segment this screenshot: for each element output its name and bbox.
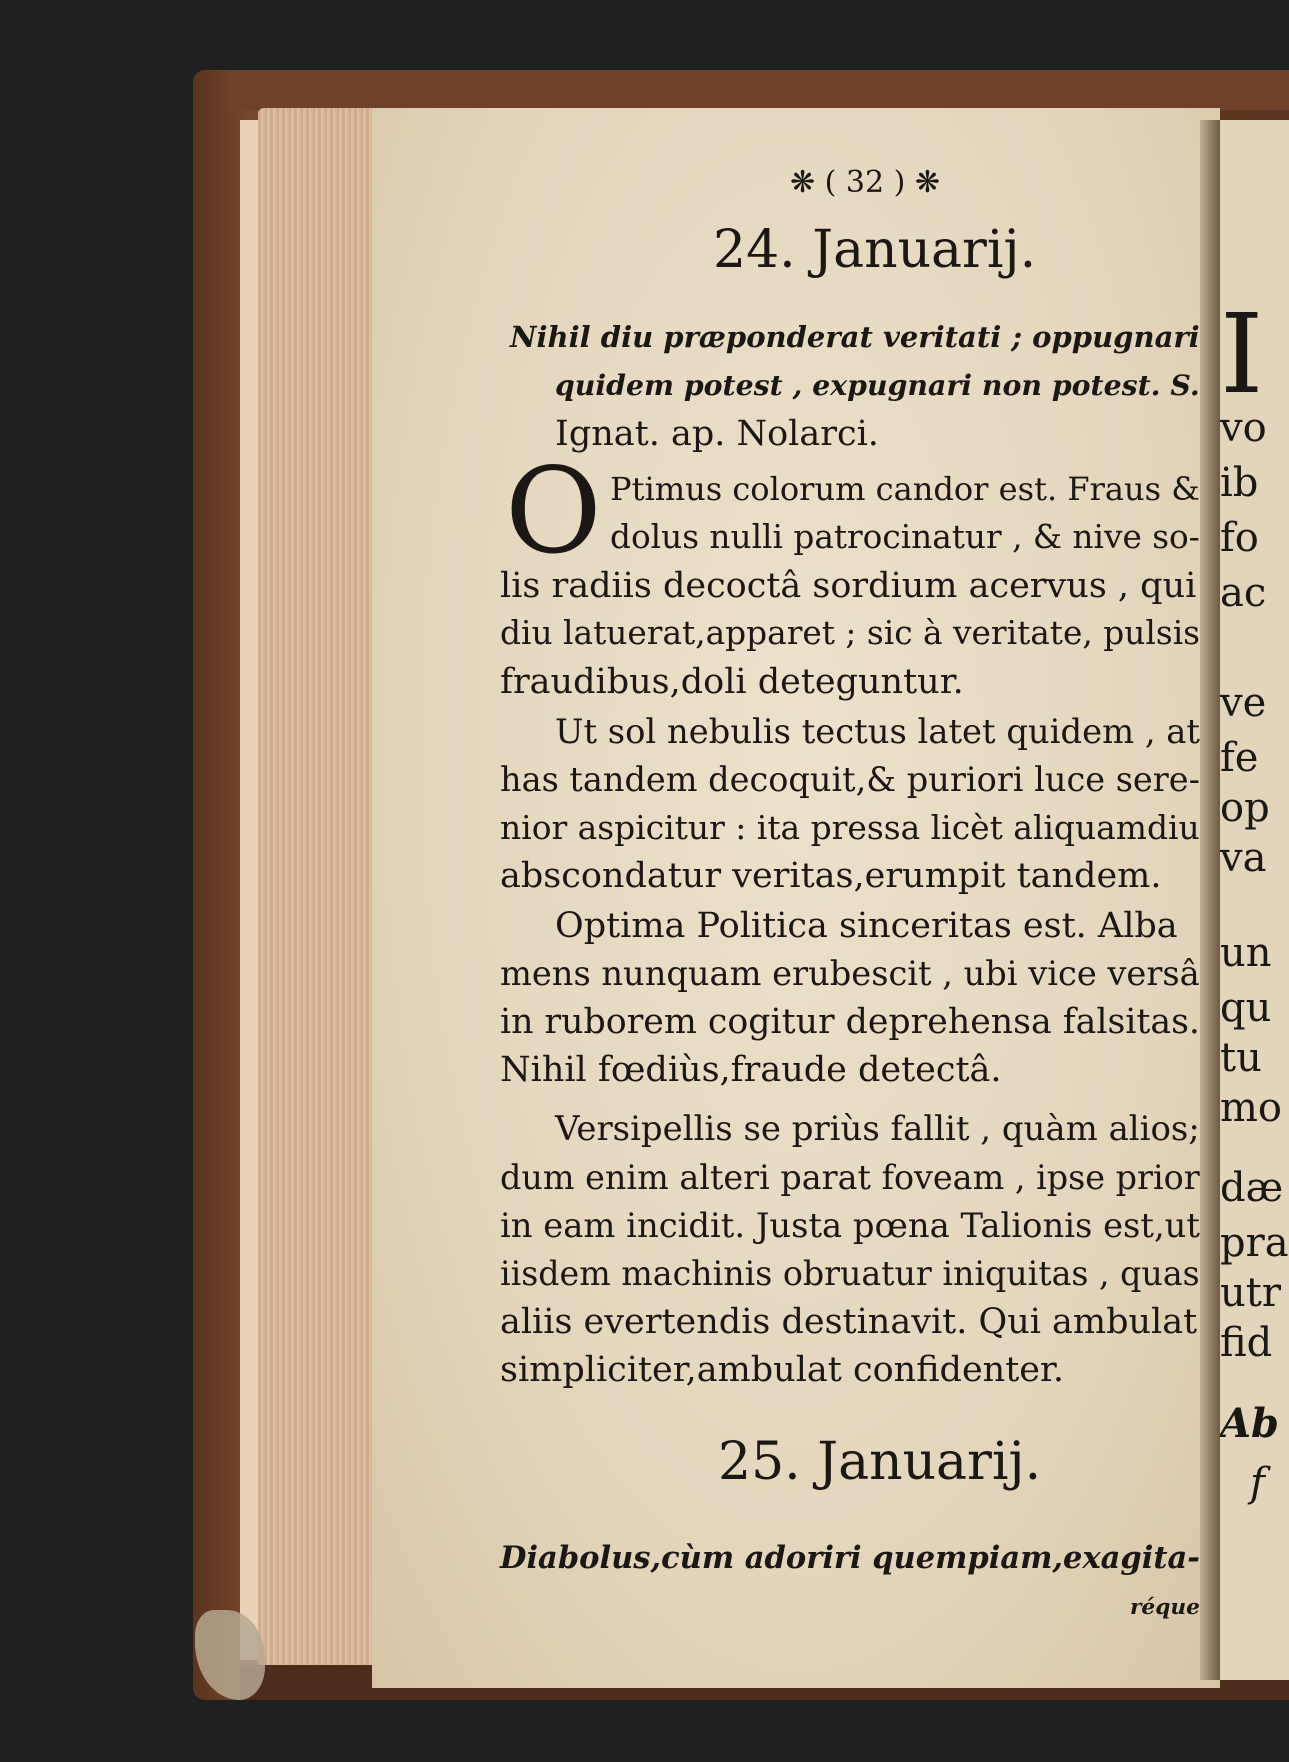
paragraph-line: fraudibus,doli deteguntur.: [500, 662, 964, 702]
quote-line: Diabolus,cùm adoriri quempiam,exagita-: [500, 1540, 1200, 1576]
next-page-fragment: tu: [1220, 1035, 1262, 1081]
book-top-edge: [230, 70, 1289, 110]
paragraph-line: Ptimus colorum candor est. Fraus &: [610, 470, 1200, 508]
next-page-fragment: op: [1220, 785, 1270, 831]
paragraph-line: nior aspicitur : ita pressa licèt aliquamdiu: [500, 808, 1200, 847]
drop-cap: O: [505, 442, 602, 580]
paragraph-line: lis radiis decoctâ sordium acervus , qui: [500, 566, 1197, 606]
paragraph-line: abscondatur veritas,erumpit tandem.: [500, 856, 1162, 896]
paragraph-line: aliis evertendis destinavit. Qui ambulat: [500, 1302, 1198, 1342]
paragraph-line: Optima Politica sinceritas est. Alba: [555, 906, 1178, 946]
next-page-fragment: utr: [1220, 1270, 1281, 1316]
next-page-fragment: mo: [1220, 1085, 1283, 1131]
next-page-fragment: ib: [1220, 460, 1259, 506]
paragraph-line: simpliciter,ambulat confidenter.: [500, 1350, 1064, 1390]
next-page-fragment: vo: [1220, 405, 1267, 451]
next-page-fragment: fid: [1220, 1320, 1273, 1366]
paragraph-line: Nihil fœdiùs,fraude detectâ.: [500, 1050, 1002, 1090]
next-page-fragment: dæ: [1220, 1165, 1284, 1211]
next-page-fragment: I: [1220, 290, 1264, 418]
next-page-fragment: fe: [1220, 735, 1259, 781]
quote-line: quidem potest , expugnari non potest. S.: [555, 368, 1200, 402]
paragraph-line: has tandem decoquit,& puriori luce sere-: [500, 760, 1200, 799]
next-page-fragment: ac: [1220, 570, 1267, 616]
next-page-fragment: fo: [1220, 515, 1259, 561]
next-page-fragment: pra: [1220, 1220, 1289, 1266]
paragraph-line: dum enim alteri parat foveam , ipse prior: [500, 1158, 1200, 1197]
next-page-fragment: qu: [1220, 985, 1272, 1031]
quote-line: Nihil diu præponderat veritati ; oppugnari: [510, 320, 1200, 354]
paragraph-line: diu latuerat,apparet ; sic à veritate, pulsis: [500, 614, 1201, 652]
paragraph-line: dolus nulli patrocinatur , & nive so-: [610, 518, 1200, 556]
paragraph-line: mens nunquam erubescit , ubi vice versâ: [500, 954, 1200, 993]
next-page-fragment: ve: [1220, 680, 1267, 726]
next-page-fragment: un: [1220, 930, 1272, 976]
quote-source: Ignat. ap. Nolarci.: [555, 414, 879, 454]
paragraph-line: Ut sol nebulis tectus latet quidem , at: [555, 712, 1200, 751]
paragraph-line: iisdem machinis obruatur iniquitas , quas: [500, 1254, 1200, 1293]
page-number-header: ❋ ( 32 ) ❋: [790, 165, 940, 200]
book-gutter: [1200, 120, 1220, 1680]
quote-line: réque: [1130, 1595, 1200, 1620]
entry-date: 24. Januarij.: [713, 220, 1037, 280]
paragraph-line: Versipellis se priùs fallit , quàm alios;: [555, 1110, 1200, 1149]
next-page-fragment: f: [1250, 1460, 1265, 1506]
paragraph-line: in ruborem cogitur deprehensa falsitas.: [500, 1002, 1200, 1042]
next-page-fragment: Ab: [1220, 1400, 1280, 1447]
next-page-fragment: va: [1220, 835, 1267, 881]
paragraph-line: in eam incidit. Justa pœna Talionis est,ut: [500, 1206, 1200, 1245]
right-page-fragment: [1220, 120, 1289, 1680]
entry-date: 25. Januarij.: [718, 1432, 1042, 1492]
